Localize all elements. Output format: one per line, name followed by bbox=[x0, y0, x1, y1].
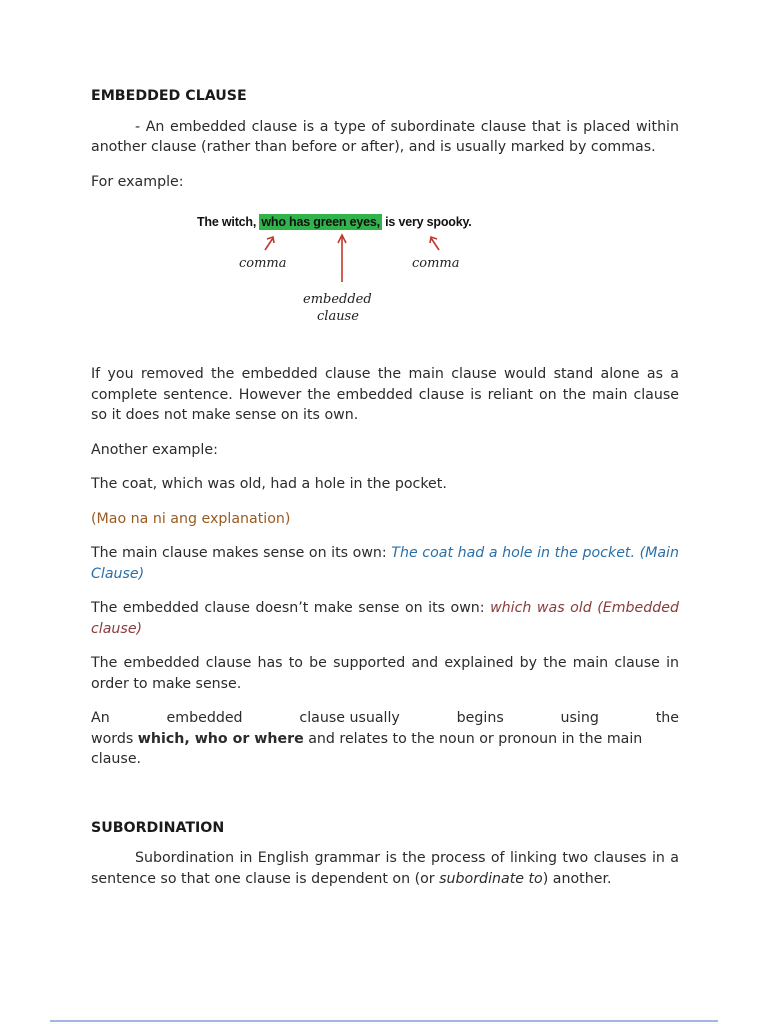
begins-word: using bbox=[560, 710, 599, 726]
explanation-paragraph: If you removed the embedded clause the main clause would stand alone as a complete sentence. However the embedded clause is reliant on the main clause so it does not make sense on its own. bbox=[91, 366, 679, 423]
main-clause-example: The coat had a hole in the pocket. (Main Clause) bbox=[91, 545, 679, 582]
highlighted-clause: who has green eyes, bbox=[261, 215, 380, 229]
sentence-end: is very spooky. bbox=[381, 215, 472, 229]
subordination-paragraph bbox=[91, 848, 679, 889]
subordination-heading: SUBORDINATION bbox=[91, 819, 225, 836]
document-page bbox=[91, 86, 679, 903]
page-bottom-border bbox=[50, 1020, 718, 1022]
begins-word: clause usually bbox=[299, 710, 400, 726]
right-comma-label: comma bbox=[412, 256, 460, 271]
embedded-clause-heading: EMBEDDED CLAUSE bbox=[91, 88, 247, 104]
begins-bold-words: which, who or where bbox=[137, 730, 304, 747]
embedded-clause-figure bbox=[91, 206, 679, 346]
for-example-label: For example: bbox=[91, 173, 184, 190]
begins-word: An bbox=[91, 710, 110, 726]
embedded-label-line2: clause bbox=[317, 309, 359, 324]
another-example-label: Another example: bbox=[91, 441, 218, 458]
explanation-note: (Mao na ni ang explanation) bbox=[91, 510, 291, 527]
embedded-example: which was old (Embedded clause) bbox=[91, 600, 679, 637]
right-comma-arrow bbox=[431, 238, 439, 250]
sentence-start: The witch, bbox=[197, 215, 260, 229]
embedded-label-line1: embedded bbox=[303, 292, 372, 307]
figure-arrows bbox=[91, 206, 679, 346]
left-comma-arrow bbox=[265, 238, 273, 250]
supported-paragraph: The embedded clause has to be supported and explained by the main clause in order to make sense. bbox=[91, 655, 679, 692]
main-clause-text: The main clause makes sense on its own: bbox=[91, 545, 392, 561]
left-comma-label: comma bbox=[239, 256, 287, 271]
begins-line1 bbox=[91, 708, 679, 729]
begins-rest-text: and relates to the noun or pronoun in the main clause. bbox=[91, 730, 643, 767]
embedded-text: The embedded clause doesn’t make sense on its own: bbox=[91, 600, 491, 616]
main-clause-paragraph bbox=[91, 543, 679, 584]
coat-sentence: The coat, which was old, had a hole in the pocket. bbox=[91, 476, 447, 492]
begins-rest bbox=[91, 729, 679, 770]
subordination-text-start: Subordination in English grammar is the process of linking two clauses in a sentence so that one clause is dependent on (or bbox=[91, 850, 679, 887]
subordination-text-end: ) another. bbox=[542, 870, 612, 887]
begins-word: the bbox=[655, 710, 679, 726]
begins-word: embedded bbox=[166, 710, 243, 726]
begins-line2-start: words bbox=[91, 730, 138, 747]
begins-word: begins bbox=[456, 710, 504, 726]
subordination-italic: subordinate to bbox=[439, 870, 543, 887]
embedded-paragraph bbox=[91, 598, 679, 639]
definition-paragraph: - An embedded clause is a type of subordinate clause that is placed within another clause (rather than before or after), and is usually marked by commas. bbox=[91, 118, 679, 155]
begins-paragraph bbox=[91, 708, 679, 770]
